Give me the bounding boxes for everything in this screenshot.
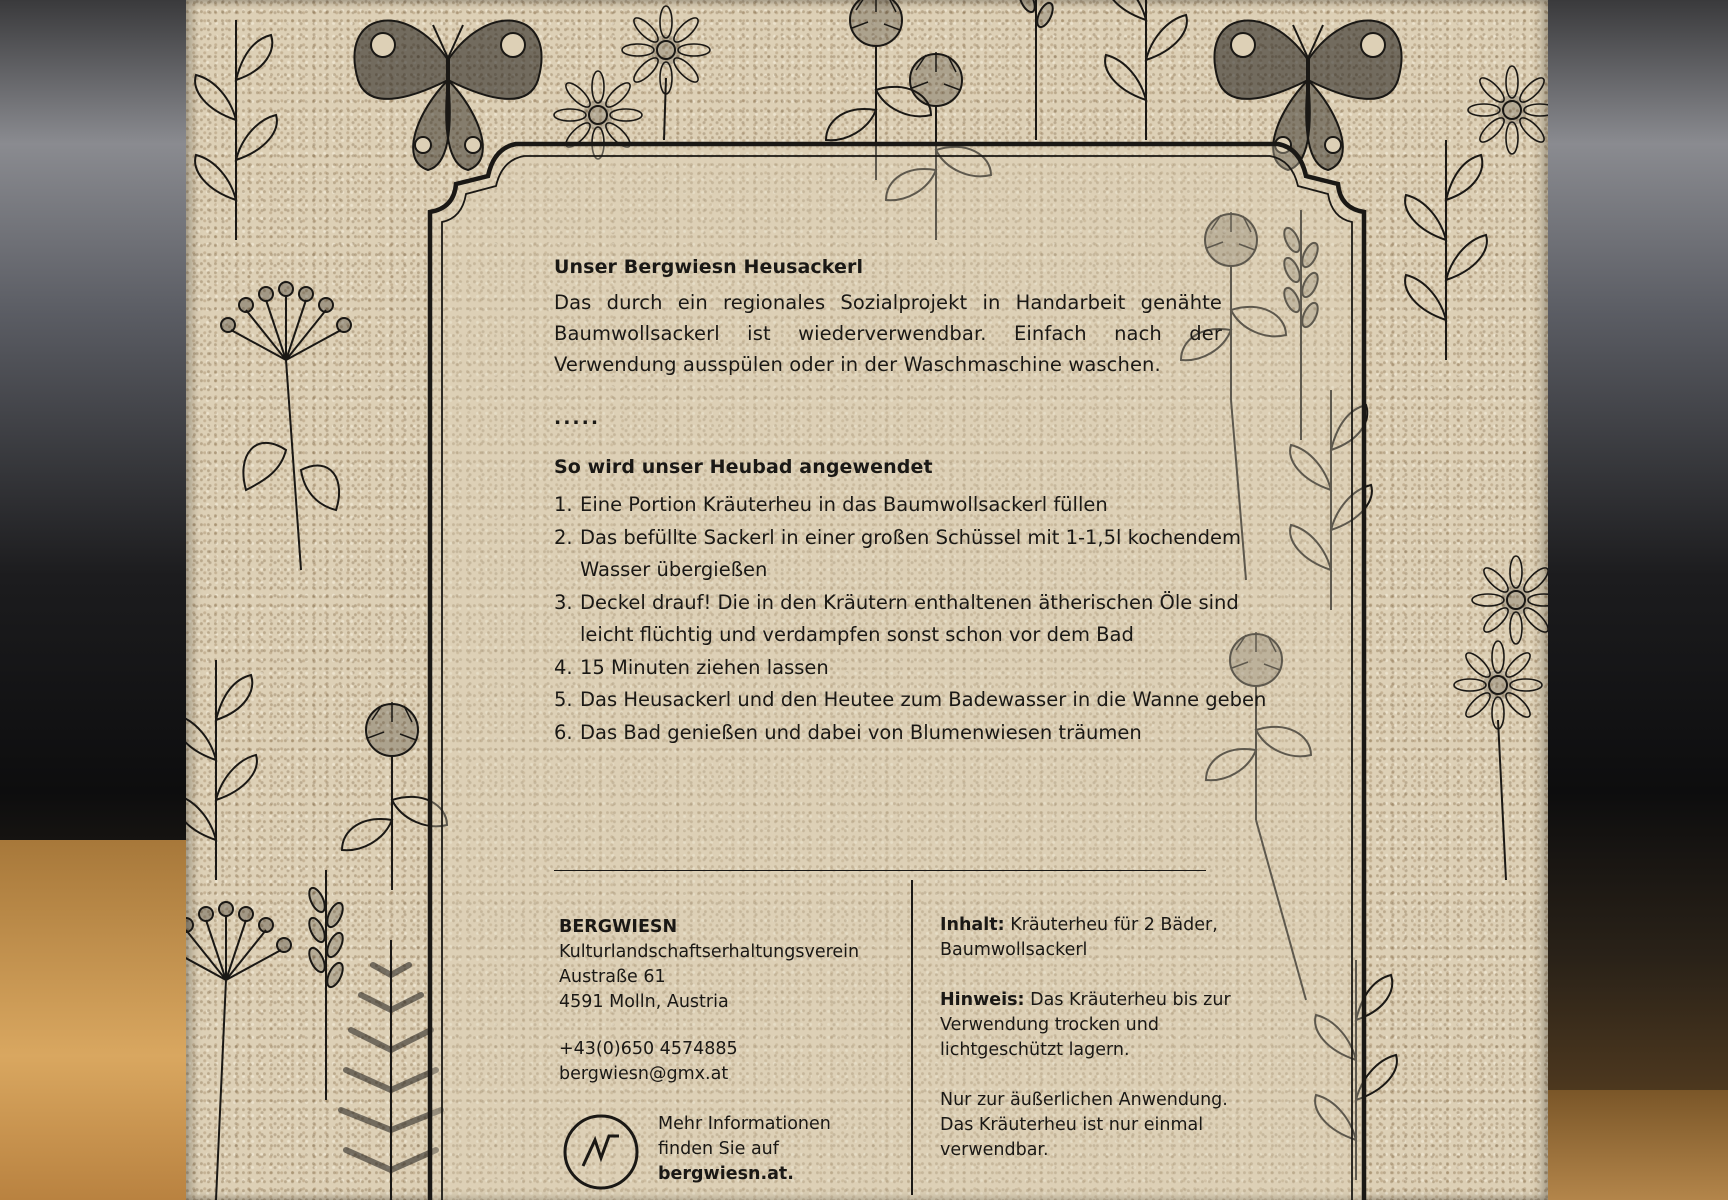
organization-address [559, 940, 859, 1015]
phone-number: +43(0)650 4574885 [559, 1039, 738, 1059]
list-item: 2. Das befüllte Sackerl in einer großen Schüssel mit 1-1,5l kochendem Wasser übergießen [554, 525, 1241, 581]
kraft-packaging-board [186, 0, 1548, 1200]
about-body: Das durch ein regionales Sozialprojekt in Handarbeit genähte Baumwollsackerl ist wiederverwendbar. Einfach nach der Verwendung ausspülen oder in der Waschmaschine waschen. [554, 291, 1222, 376]
more-info: Mehr Informationen finden Sie auf bergwiesn.at. [658, 1112, 831, 1187]
organization-street: Austraße 61 [559, 967, 666, 987]
list-item: 6. Das Bad genießen und dabei von Blumenwiesen träumen [554, 720, 1142, 744]
instructions-title: So wird unser Heubad angewendet [554, 456, 933, 478]
bergwiesn-logo-icon [561, 1112, 641, 1192]
instruction-steps [554, 489, 1294, 749]
section-separator: ..... [554, 407, 601, 429]
usage-note: Nur zur äußerlichen Anwendung. Das Kräuterheu ist nur einmal verwendbar. [940, 1090, 1228, 1160]
wooden-table-left [0, 840, 200, 1200]
list-item: 1. Eine Portion Kräuterheu in das Baumwollsackerl füllen [554, 493, 1108, 516]
footer-divider [554, 870, 1206, 871]
about-title: Unser Bergwiesn Heusackerl [554, 256, 864, 278]
website-link: bergwiesn.at. [658, 1164, 794, 1184]
organization-city: 4591 Molln, Austria [559, 992, 729, 1012]
contents-note: Inhalt: Kräuterheu für 2 Bäder, Baumwollsackerl [940, 915, 1218, 960]
product-info [940, 913, 1240, 1188]
organization-contact [559, 1037, 738, 1087]
organization-name: BERGWIESN [559, 917, 678, 937]
storage-hint: Hinweis: Das Kräuterheu bis zur Verwendung trocken und lichtgeschützt lagern. [940, 990, 1231, 1060]
list-item: 4. 15 Minuten ziehen lassen [554, 655, 829, 679]
list-item: 5. Das Heusackerl und den Heutee zum Badewasser in die Wanne geben [554, 688, 1267, 711]
email-address: bergwiesn@gmx.at [559, 1064, 729, 1084]
organization-type: Kulturlandschaftserhaltungsverein [559, 942, 860, 962]
list-item: 3. Deckel drauf! Die in den Kräutern enthaltenen ätherischen Öle sind leicht flüchtig und verdampfen sonst schon vor dem Bad [554, 590, 1239, 646]
wooden-table-right [1540, 1090, 1728, 1200]
footer-column-separator [911, 880, 913, 1195]
